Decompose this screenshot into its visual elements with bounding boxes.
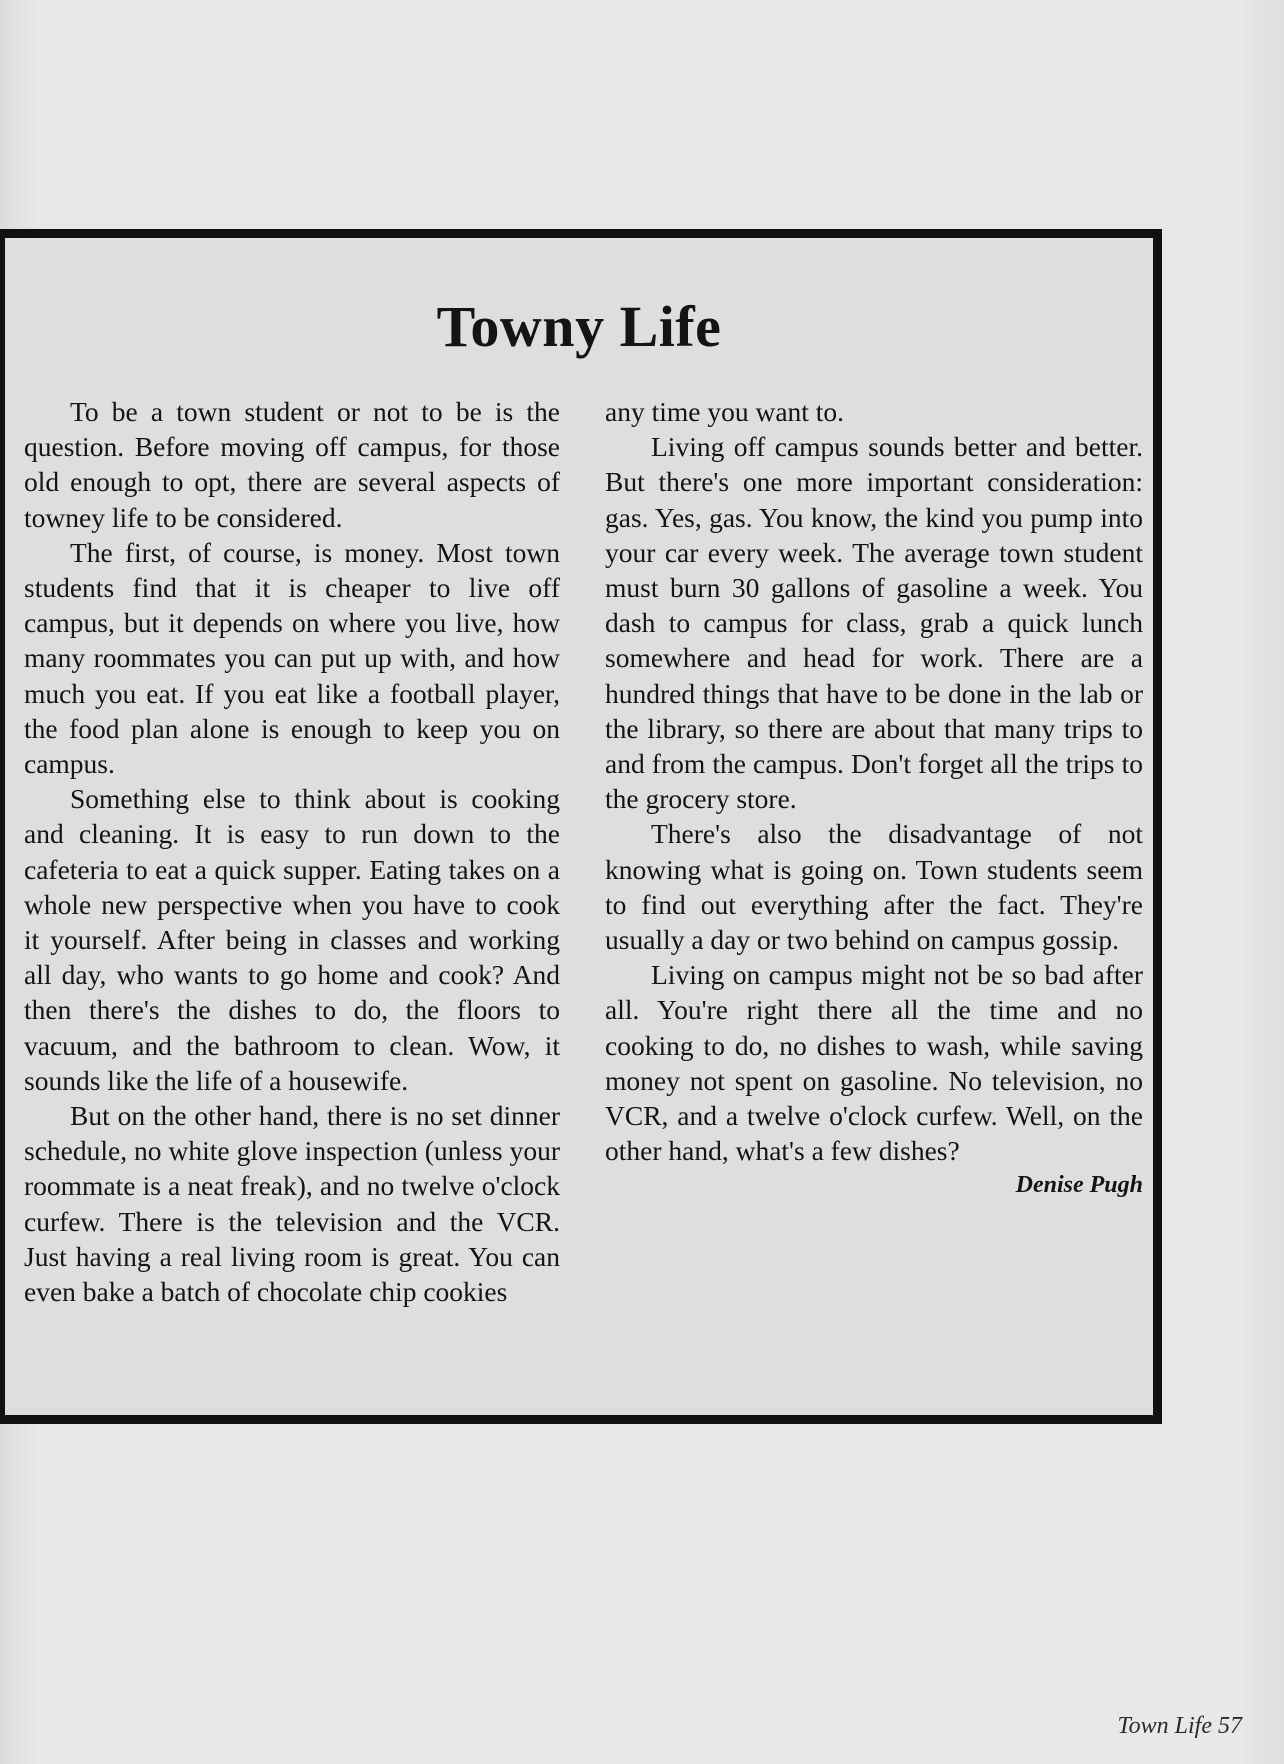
article-title: Towny Life xyxy=(436,294,722,359)
paragraph: There's also the disadvantage of not knowing what is going on. Town students seem to find out everything after the fact. They're usually a day or two behind on campus gossip. xyxy=(605,818,1143,956)
page-folio: Town Life 57 xyxy=(1117,1713,1242,1739)
paragraph: The first, of course, is money. Most town students find that it is cheaper to live off campus, but it depends on where you live, how many roommates you can put up with, and how much you eat. If you eat like a football player, the food plan alone is enough to keep you on campus. xyxy=(24,536,560,780)
paragraph: Living on campus might not be so bad after all. You're right there all the time and no cooking to do, no dishes to wash, while saving money not spent on gasoline. No television, no VCR, and a twelve o'clock curfew. Well, on the other hand, what's a few dishes? xyxy=(605,959,1143,1167)
right-column xyxy=(605,394,1143,1202)
paragraph: To be a town student or not to be is the question. Before moving off campus, for those old enough to opt, there are several aspects of towney life to be considered. xyxy=(24,396,560,533)
paragraph: Something else to think about is cooking and cleaning. It is easy to run down to the cafeteria to eat a quick supper. Eating takes on a whole new perspective when you have to cook it yourself. After being in classes and working all day, who wants to go home and cook? And then there's the dishes to do, the floors to vacuum, and the bathroom to clean. Wow, it sounds like the life of a housewife. xyxy=(24,783,560,1096)
paragraph: Living off campus sounds better and better. But there's one more important consideration: gas. Yes, gas. You know, the kind you pump into your car every week. The average town student must burn 30 gallons of gasoline a week. You dash to campus for class, grab a quick lunch somewhere and head for work. There are a hundred things that have to be done in the lab or the library, so there are about that many trips to and from the campus. Don't forget all the trips to the grocery store. xyxy=(605,431,1143,815)
paragraph: But on the other hand, there is no set dinner schedule, no white glove inspection (unless your roommate is a neat freak), and no twelve o'clock curfew. There is the television and the VCR. Just having a real living room is great. You can even bake a batch of chocolate chip cookies xyxy=(24,1100,560,1308)
author-byline: Denise Pugh xyxy=(1015,1172,1143,1199)
left-column xyxy=(24,394,560,1309)
paragraph-continuation: any time you want to. xyxy=(605,396,845,427)
article-box xyxy=(0,229,1162,1424)
